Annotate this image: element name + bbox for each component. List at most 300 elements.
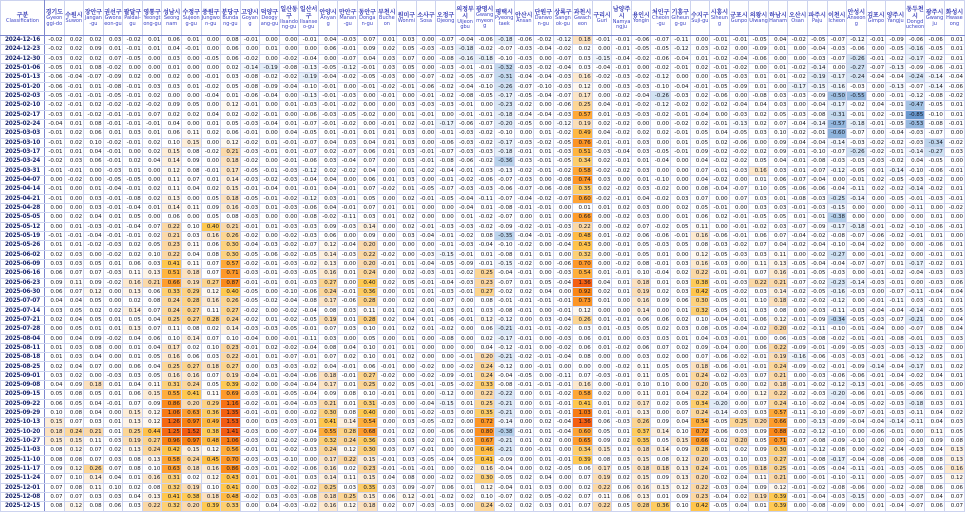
value-cell: -0.02 <box>886 185 906 194</box>
value-cell: -0.08 <box>436 157 456 166</box>
value-cell: 0.11 <box>201 390 221 399</box>
value-cell: 0.04 <box>690 175 710 184</box>
value-cell: -0.03 <box>710 259 730 268</box>
value-cell: 0.06 <box>221 45 241 54</box>
value-cell: -0.05 <box>416 418 436 427</box>
value-cell: -0.06 <box>475 36 495 45</box>
value-cell: 0.01 <box>318 129 338 138</box>
value-cell: 0.49 <box>573 129 593 138</box>
value-cell: -0.01 <box>142 119 162 128</box>
value-cell: 0.03 <box>944 334 964 343</box>
value-cell: 0.03 <box>768 222 788 231</box>
value-cell: 0.10 <box>84 138 104 147</box>
value-cell: -0.03 <box>925 269 945 278</box>
value-cell: 0.03 <box>377 54 397 63</box>
value-cell: 0.00 <box>64 194 84 203</box>
value-cell: 0.03 <box>925 334 945 343</box>
value-cell: -0.08 <box>905 455 925 464</box>
value-cell: -0.01 <box>866 465 886 474</box>
region-name-en: Gimpo <box>867 17 885 24</box>
value-cell: -0.03 <box>455 138 475 147</box>
value-cell: 0.01 <box>925 362 945 371</box>
value-cell: -0.09 <box>827 409 847 418</box>
value-cell: 0.00 <box>397 241 417 250</box>
value-cell: 0.06 <box>162 129 182 138</box>
value-cell: -0.01 <box>279 474 299 483</box>
value-cell: 0.04 <box>710 129 730 138</box>
value-cell: 0.00 <box>886 325 906 334</box>
value-cell: 0.00 <box>201 36 221 45</box>
value-cell: -0.04 <box>260 91 280 100</box>
value-cell: -0.07 <box>866 259 886 268</box>
value-cell: 0.03 <box>729 427 749 436</box>
value-cell: 0.24 <box>64 427 84 436</box>
value-cell: -0.01 <box>807 343 827 352</box>
value-cell: 0.07 <box>201 371 221 380</box>
value-cell: -0.02 <box>729 353 749 362</box>
value-cell: 0.05 <box>612 465 632 474</box>
value-cell: 0.07 <box>142 325 162 334</box>
value-cell: 0.12 <box>338 502 358 511</box>
value-cell: 0.17 <box>573 91 593 100</box>
value-cell: -0.01 <box>455 353 475 362</box>
value-cell: -0.01 <box>299 36 319 45</box>
value-cell: 0.12 <box>944 474 964 483</box>
value-cell: -0.01 <box>847 175 867 184</box>
value-cell: 0.25 <box>162 315 182 324</box>
value-cell: -0.01 <box>612 45 632 54</box>
value-cell: 0.01 <box>260 45 280 54</box>
value-cell: 0.05 <box>925 353 945 362</box>
region-name-en: Osan <box>791 17 805 24</box>
value-cell: 0.02 <box>612 399 632 408</box>
value-cell: 0.07 <box>84 446 104 455</box>
value-cell: 0.04 <box>749 101 769 110</box>
value-cell: -0.02 <box>729 287 749 296</box>
value-cell: 0.04 <box>866 101 886 110</box>
value-cell: 0.00 <box>201 45 221 54</box>
value-cell: 0.24 <box>475 362 495 371</box>
value-cell: 0.02 <box>64 129 84 138</box>
column-header-gunpo <box>729 1 749 36</box>
value-cell: 0.00 <box>455 325 475 334</box>
column-header-sujeong-gu <box>181 1 201 36</box>
value-cell: 0.00 <box>729 45 749 54</box>
value-cell: -0.01 <box>123 82 143 91</box>
value-cell: -0.05 <box>45 63 65 72</box>
value-cell: 0.06 <box>612 483 632 492</box>
value-cell: 0.06 <box>573 343 593 352</box>
value-cell: -0.02 <box>299 362 319 371</box>
value-cell: 0.01 <box>260 203 280 212</box>
value-cell: 0.06 <box>358 147 378 156</box>
value-cell: 0.02 <box>592 390 612 399</box>
value-cell: 0.45 <box>201 455 221 464</box>
value-cell: 0.58 <box>162 455 182 464</box>
value-cell: 0.07 <box>573 493 593 502</box>
value-cell: -0.04 <box>553 427 573 436</box>
value-cell: -0.03 <box>338 91 358 100</box>
value-cell: -0.17 <box>827 222 847 231</box>
region-name-ko: 수원시 <box>65 11 83 19</box>
value-cell: 0.01 <box>84 185 104 194</box>
value-cell: 0.00 <box>377 409 397 418</box>
value-cell: 0.02 <box>397 119 417 128</box>
value-cell: -0.06 <box>436 315 456 324</box>
value-cell: 0.41 <box>162 493 182 502</box>
value-cell: -0.07 <box>436 36 456 45</box>
value-cell: 0.03 <box>260 418 280 427</box>
value-cell: 0.03 <box>534 483 554 492</box>
region-name-ko: 성남시 <box>162 9 181 16</box>
value-cell: 0.01 <box>455 399 475 408</box>
value-cell: -0.01 <box>240 353 260 362</box>
value-cell: 0.20 <box>358 241 378 250</box>
value-cell: -0.10 <box>827 474 847 483</box>
value-cell: 0.16 <box>201 231 221 240</box>
value-cell: -0.15 <box>827 203 847 212</box>
value-cell: -0.22 <box>494 390 514 399</box>
value-cell: 0.02 <box>123 250 143 259</box>
value-cell: -0.07 <box>436 297 456 306</box>
value-cell: 0.00 <box>788 101 808 110</box>
value-cell: 0.05 <box>534 278 554 287</box>
value-cell: -0.12 <box>494 343 514 352</box>
value-cell: 0.03 <box>592 175 612 184</box>
value-cell: 0.21 <box>768 278 788 287</box>
value-cell: -0.05 <box>710 306 730 315</box>
value-cell: 0.01 <box>45 353 65 362</box>
value-cell: 0.69 <box>221 390 241 399</box>
value-cell: 0.10 <box>475 493 495 502</box>
value-cell: 0.11 <box>768 250 788 259</box>
value-cell: 0.00 <box>534 371 554 380</box>
value-cell: 0.02 <box>690 63 710 72</box>
value-cell: -0.06 <box>299 203 319 212</box>
value-cell: -0.01 <box>45 138 65 147</box>
value-cell: 0.01 <box>260 353 280 362</box>
value-cell: 0.08 <box>64 409 84 418</box>
value-cell: -0.02 <box>866 147 886 156</box>
value-cell: -0.09 <box>260 82 280 91</box>
value-cell: -0.01 <box>514 297 534 306</box>
value-cell: -0.03 <box>847 157 867 166</box>
value-cell: 0.00 <box>455 502 475 511</box>
value-cell: 0.02 <box>201 325 221 334</box>
value-cell: -0.01 <box>514 269 534 278</box>
value-cell: -0.02 <box>240 306 260 315</box>
value-cell: -0.01 <box>534 381 554 390</box>
value-cell: -0.01 <box>240 222 260 231</box>
value-cell: 0.42 <box>690 502 710 511</box>
column-header-gwacheon <box>573 1 593 36</box>
value-cell: 0.48 <box>201 437 221 446</box>
value-cell: -0.07 <box>788 222 808 231</box>
value-cell: -0.14 <box>494 418 514 427</box>
value-cell: 0.11 <box>631 390 651 399</box>
value-cell: 0.02 <box>84 54 104 63</box>
value-cell: -0.17 <box>494 334 514 343</box>
value-cell: -0.10 <box>279 455 299 464</box>
value-cell: 0.10 <box>358 390 378 399</box>
value-cell: 0.03 <box>260 362 280 371</box>
value-cell: 0.05 <box>221 119 241 128</box>
value-cell: 0.00 <box>514 399 534 408</box>
value-cell: 0.01 <box>260 222 280 231</box>
region-name-ko: 동두천시 <box>906 5 924 20</box>
value-cell: -0.01 <box>45 231 65 240</box>
value-cell: 0.16 <box>181 371 201 380</box>
value-cell: -0.10 <box>807 147 827 156</box>
value-cell: 0.22 <box>768 343 788 352</box>
value-cell: -0.07 <box>847 231 867 240</box>
table-row <box>1 185 965 194</box>
value-cell: -0.17 <box>494 91 514 100</box>
region-name-ko: 수지구 <box>691 11 709 19</box>
value-cell: -0.18 <box>847 119 867 128</box>
value-cell: 0.00 <box>475 101 495 110</box>
value-cell: 0.00 <box>240 362 260 371</box>
value-cell: -0.01 <box>240 278 260 287</box>
value-cell: -0.06 <box>847 371 867 380</box>
value-cell: -0.08 <box>123 194 143 203</box>
value-cell: 0.05 <box>181 101 201 110</box>
value-cell: 0.04 <box>534 474 554 483</box>
value-cell: -0.03 <box>710 241 730 250</box>
value-cell: -0.04 <box>827 465 847 474</box>
value-cell: 0.07 <box>690 194 710 203</box>
value-cell: -0.02 <box>260 297 280 306</box>
value-cell: 0.04 <box>123 493 143 502</box>
value-cell: 0.25 <box>123 427 143 436</box>
value-cell: 0.27 <box>768 455 788 464</box>
value-cell: 0.04 <box>84 353 104 362</box>
value-cell: 0.03 <box>631 166 651 175</box>
value-cell: -0.05 <box>925 157 945 166</box>
value-cell: -0.01 <box>788 455 808 464</box>
value-cell: 0.43 <box>573 241 593 250</box>
value-cell: -0.03 <box>377 399 397 408</box>
date-cell: 2025-03-03 <box>1 129 45 138</box>
value-cell: 0.01 <box>534 399 554 408</box>
value-cell: 0.10 <box>181 222 201 231</box>
value-cell: -0.02 <box>534 36 554 45</box>
value-cell: -0.03 <box>847 138 867 147</box>
value-cell: -0.53 <box>905 119 925 128</box>
value-cell: 0.04 <box>142 157 162 166</box>
value-cell: 0.03 <box>925 399 945 408</box>
value-cell: 0.21 <box>221 147 241 156</box>
value-cell: 0.00 <box>84 175 104 184</box>
value-cell: -0.03 <box>240 455 260 464</box>
value-cell: -0.02 <box>494 287 514 296</box>
value-cell: 0.71 <box>768 437 788 446</box>
value-cell: -0.01 <box>866 222 886 231</box>
value-cell: 0.00 <box>455 409 475 418</box>
value-cell: 0.10 <box>162 138 182 147</box>
value-cell: 0.00 <box>534 119 554 128</box>
value-cell: -0.10 <box>905 437 925 446</box>
value-cell: -0.02 <box>710 54 730 63</box>
value-cell: -0.11 <box>847 185 867 194</box>
column-header-sosa <box>416 1 436 36</box>
value-cell: -0.02 <box>436 474 456 483</box>
value-cell: -0.19 <box>260 63 280 72</box>
date-cell: 2025-10-20 <box>1 427 45 436</box>
value-cell: -0.05 <box>475 91 495 100</box>
value-cell: 0.01 <box>866 502 886 511</box>
value-cell: 0.06 <box>475 325 495 334</box>
value-cell: 0.00 <box>377 166 397 175</box>
value-cell: 0.01 <box>338 381 358 390</box>
value-cell: 0.02 <box>710 213 730 222</box>
value-cell: 0.66 <box>690 437 710 446</box>
value-cell: -0.01 <box>279 157 299 166</box>
value-cell: -0.01 <box>671 147 691 156</box>
value-cell: -0.04 <box>553 418 573 427</box>
value-cell: 1.26 <box>162 418 182 427</box>
region-name-en: Dongducheon <box>905 18 925 30</box>
value-cell: 0.13 <box>123 287 143 296</box>
value-cell: 0.00 <box>260 101 280 110</box>
value-cell: -0.03 <box>416 502 436 511</box>
region-name-en: Suwon <box>65 17 83 24</box>
value-cell: 0.00 <box>45 203 65 212</box>
value-cell: -0.01 <box>45 147 65 156</box>
table-row <box>1 455 965 464</box>
value-cell: -0.01 <box>201 166 221 175</box>
value-cell: 0.15 <box>631 474 651 483</box>
value-cell: -0.03 <box>455 129 475 138</box>
value-cell: 0.00 <box>201 63 221 72</box>
value-cell: 0.00 <box>534 259 554 268</box>
value-cell: -0.06 <box>475 175 495 184</box>
value-cell: -0.11 <box>338 213 358 222</box>
value-cell: -0.02 <box>729 241 749 250</box>
value-cell: -0.01 <box>455 250 475 259</box>
value-cell: 0.00 <box>260 129 280 138</box>
value-cell: 0.14 <box>318 250 338 259</box>
value-cell: -0.08 <box>553 175 573 184</box>
value-cell: 0.08 <box>142 297 162 306</box>
value-cell: -0.08 <box>807 437 827 446</box>
value-cell: 0.11 <box>181 241 201 250</box>
value-cell: -0.02 <box>455 175 475 184</box>
value-cell: 0.01 <box>45 343 65 352</box>
value-cell: -0.04 <box>416 259 436 268</box>
value-cell: -0.04 <box>690 110 710 119</box>
value-cell: -0.06 <box>436 138 456 147</box>
value-cell: 0.02 <box>534 465 554 474</box>
value-cell: -0.03 <box>807 371 827 380</box>
value-cell: -0.01 <box>260 269 280 278</box>
value-cell: -0.01 <box>866 371 886 380</box>
column-header-yangju <box>886 1 906 36</box>
region-name-en: Gwangmyeong <box>475 12 494 30</box>
value-cell: -0.01 <box>416 465 436 474</box>
value-cell: 0.05 <box>944 306 964 315</box>
region-name-ko: 오산시 <box>788 11 807 19</box>
value-cell: 0.06 <box>123 362 143 371</box>
value-cell: -0.01 <box>886 147 906 156</box>
value-cell: -0.03 <box>553 147 573 156</box>
value-cell: 0.07 <box>944 493 964 502</box>
region-name-ko: 안성시 <box>847 9 866 16</box>
value-cell: -0.03 <box>240 147 260 156</box>
value-cell: -0.02 <box>475 45 495 54</box>
value-cell: 0.04 <box>260 502 280 511</box>
value-cell: -0.01 <box>416 157 436 166</box>
value-cell: 0.00 <box>181 213 201 222</box>
value-cell: -0.14 <box>847 194 867 203</box>
value-cell: 0.01 <box>592 231 612 240</box>
value-cell: -0.01 <box>279 138 299 147</box>
value-cell: -0.01 <box>553 306 573 315</box>
value-cell: 0.03 <box>221 73 241 82</box>
column-header-pyeongtaek <box>494 1 514 36</box>
value-cell: 0.00 <box>534 54 554 63</box>
region-name-ko: 안양시 <box>319 9 337 16</box>
region-name-ko: 만안구 <box>339 9 357 16</box>
value-cell: -0.02 <box>318 213 338 222</box>
value-cell: -0.01 <box>866 250 886 259</box>
value-cell: 0.05 <box>64 325 84 334</box>
column-header-goyang <box>240 1 260 36</box>
value-cell: 0.01 <box>592 399 612 408</box>
value-cell: -0.04 <box>534 91 554 100</box>
value-cell: 0.33 <box>162 287 182 296</box>
value-cell: 0.00 <box>416 343 436 352</box>
value-cell: -0.12 <box>494 315 514 324</box>
value-cell: 0.00 <box>45 175 65 184</box>
value-cell: -0.03 <box>416 101 436 110</box>
value-cell: 0.58 <box>573 390 593 399</box>
value-cell: 0.06 <box>123 259 143 268</box>
value-cell: -0.01 <box>905 334 925 343</box>
value-cell: 0.01 <box>103 427 123 436</box>
value-cell: 0.04 <box>729 483 749 492</box>
value-cell: -0.02 <box>749 222 769 231</box>
value-cell: 0.51 <box>573 147 593 156</box>
value-cell: -0.03 <box>710 455 730 464</box>
value-cell: 0.04 <box>162 119 182 128</box>
value-cell: 0.10 <box>103 483 123 492</box>
value-cell: -0.05 <box>886 119 906 128</box>
value-cell: -0.03 <box>338 222 358 231</box>
value-cell: -0.02 <box>201 147 221 156</box>
value-cell: 0.22 <box>592 502 612 511</box>
value-cell: 0.05 <box>397 63 417 72</box>
value-cell: -0.02 <box>612 231 632 240</box>
value-cell: 0.08 <box>925 455 945 464</box>
value-cell: -0.10 <box>534 82 554 91</box>
value-cell: 0.21 <box>84 427 104 436</box>
region-name-en: Suji-gu <box>691 17 709 24</box>
value-cell: 0.00 <box>514 315 534 324</box>
value-cell: 0.30 <box>221 241 241 250</box>
value-cell: 0.02 <box>514 502 534 511</box>
value-cell: 0.06 <box>925 502 945 511</box>
value-cell: -0.05 <box>710 82 730 91</box>
value-cell: -0.26 <box>494 82 514 91</box>
value-cell: -0.07 <box>494 278 514 287</box>
value-cell: -0.01 <box>416 446 436 455</box>
date-cell: 2025-07-21 <box>1 315 45 324</box>
value-cell: 0.03 <box>45 371 65 380</box>
value-cell: -0.14 <box>905 185 925 194</box>
value-cell: -0.01 <box>103 231 123 240</box>
value-cell: 0.01 <box>123 474 143 483</box>
